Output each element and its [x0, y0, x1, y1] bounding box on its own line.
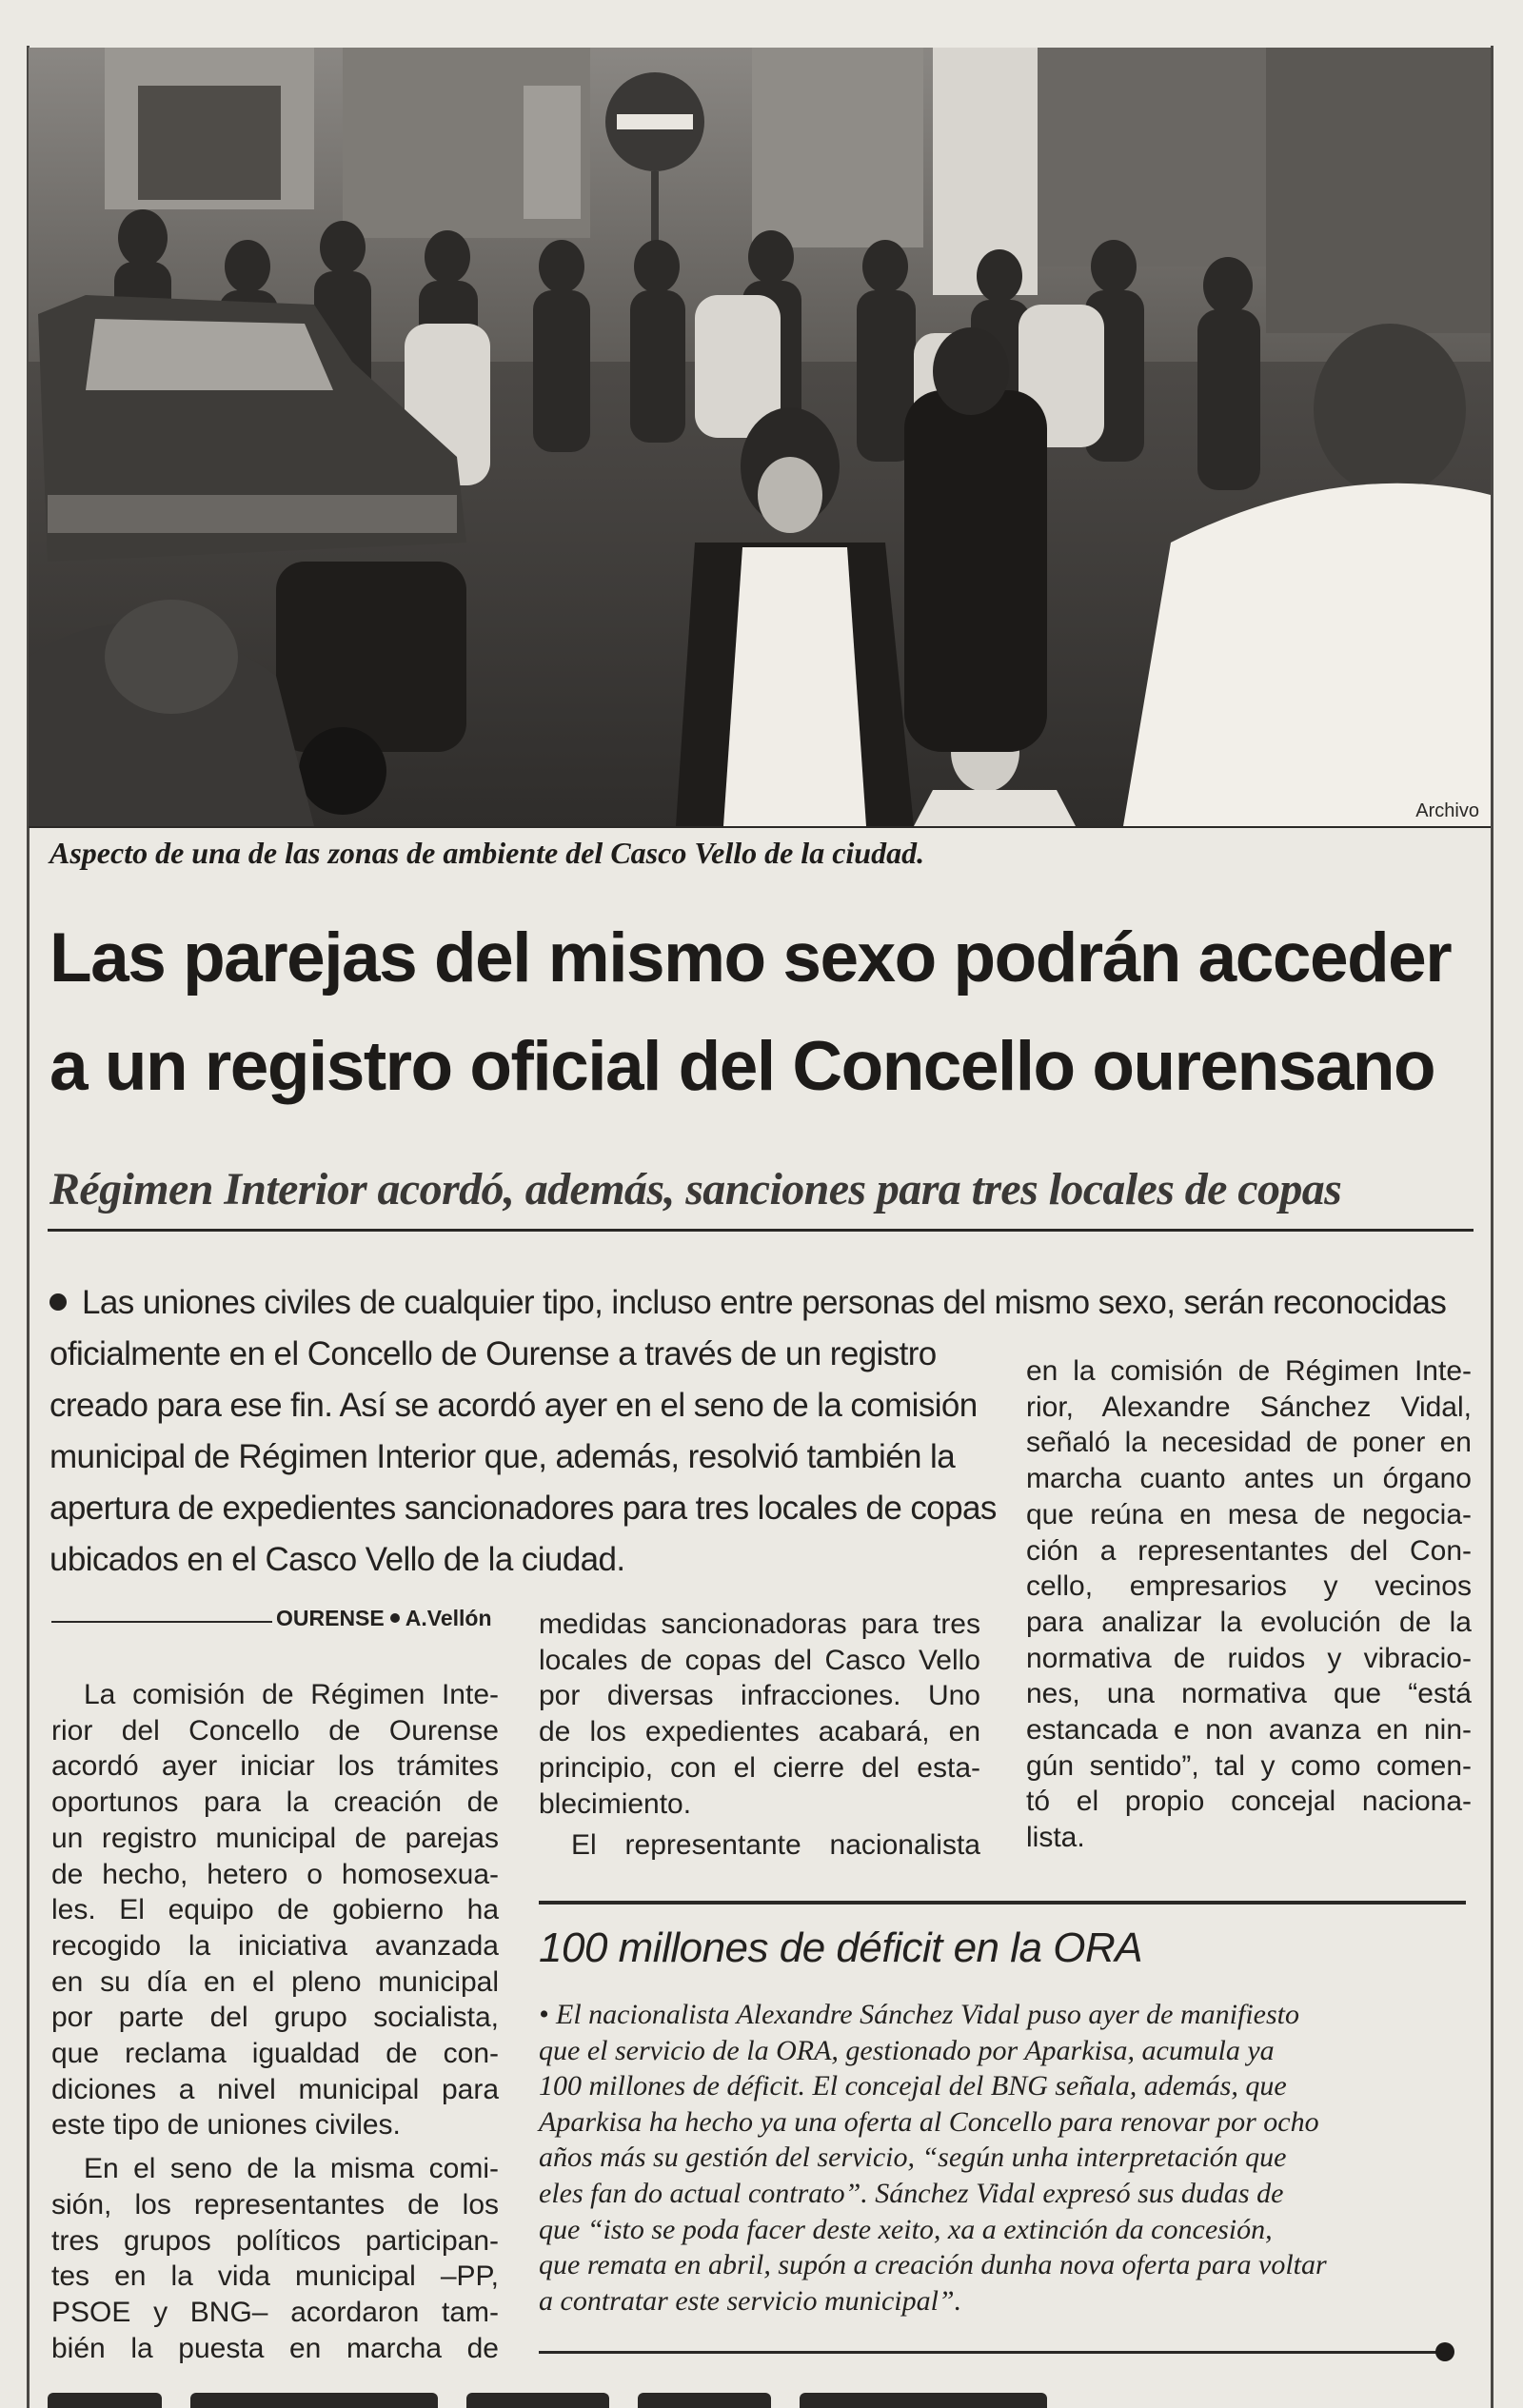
body-line: este tipo de uniones civiles.	[51, 2109, 401, 2142]
body-line: tes en la vida municipal –PP,	[51, 2260, 499, 2293]
photo-caption: Aspecto de una de las zonas de ambiente del Casco Vello de la ciudad.	[49, 836, 925, 870]
lead-line: creado para ese fin. Así se acordó ayer en el seno de la comisión	[49, 1387, 978, 1424]
body-line: El representante nacionalista	[571, 1829, 980, 1862]
photo-rule	[29, 826, 1491, 828]
sidebar-line: eles fan do actual contrato”. Sánchez Vidal expresó sus dudas de	[539, 2177, 1284, 2209]
photo-illustration	[29, 48, 1491, 826]
byline-rule	[51, 1621, 272, 1623]
article-subheadline: Régimen Interior acordó, además, sanciones para tres locales de copas	[49, 1164, 1342, 1214]
body-line: para analizar la evolución de la	[1026, 1606, 1472, 1638]
body-line: estancada e non avanza en nin-	[1026, 1714, 1472, 1747]
article-headline	[49, 904, 1487, 1121]
sidebar-line: 100 millones de déficit. El concejal del BNG señala, además, que	[539, 2070, 1287, 2102]
body-line: medidas sancionadoras para tres	[539, 1609, 980, 1640]
body-line: acordó ayer iniciar los trámites	[51, 1750, 499, 1783]
body-line: bién la puesta en marcha de	[51, 2332, 499, 2364]
sidebar-line: Aparkisa ha hecho ya una oferta al Concello para renovar por ocho	[539, 2105, 1319, 2138]
body-line: diciones a nivel municipal para	[51, 2073, 499, 2105]
body-line: La comisión de Régimen Inte-	[84, 1679, 499, 1710]
body-line: señaló la necesidad de poner en	[1026, 1427, 1472, 1459]
body-line: que reúna en mesa de negocia-	[1026, 1498, 1472, 1530]
article-column-3	[1026, 1353, 1472, 1856]
body-line: tó el propio concejal naciona-	[1026, 1786, 1472, 1818]
body-line: que reclama igualdad de con-	[51, 2038, 499, 2070]
street-crowd-photo	[29, 48, 1491, 826]
body-line: de los expedientes acabará, en	[539, 1716, 980, 1748]
body-line: normativa de ruidos y vibracio-	[1026, 1642, 1472, 1674]
body-line: lista.	[1026, 1822, 1085, 1854]
body-line: PSOE y BNG– acordaron tam-	[51, 2296, 499, 2328]
sidebar-line: • El nacionalista Alexandre Sánchez Vidal puso ayer de manifiesto	[539, 1999, 1299, 2030]
sidebar-top-rule	[539, 1901, 1466, 1905]
body-line: rior, Alexandre Sánchez Vidal,	[1026, 1391, 1472, 1423]
body-line: recogido la iniciativa avanzada	[51, 1929, 499, 1962]
body-line: por diversas infracciones. Uno	[539, 1680, 980, 1712]
body-line: cello, empresarios y vecinos	[1026, 1570, 1472, 1603]
body-line: por parte del grupo socialista,	[51, 2002, 499, 2034]
body-line: tres grupos políticos participan-	[51, 2224, 499, 2257]
body-line: en su día en el pleno municipal	[51, 1965, 499, 1998]
body-line: nes, una normativa que “está	[1026, 1678, 1472, 1710]
body-line: blecimiento.	[539, 1787, 692, 1820]
body-line: rior del Concello de Ourense	[51, 1714, 499, 1747]
sidebar-line: a contratar este servicio municipal”.	[539, 2284, 962, 2317]
lead-line: Las uniones civiles de cualquier tipo, incluso entre personas del mismo sexo, serán reconocidas	[49, 1278, 1446, 1327]
body-line: En el seno de la misma comi-	[84, 2153, 499, 2185]
body-line: locales de copas del Casco Vello	[539, 1644, 980, 1676]
sidebar-line: años más su gestión del servicio, “según unha interpretación que	[539, 2142, 1287, 2174]
page-frame-right	[1491, 46, 1493, 2408]
lead-line: apertura de expedientes sancionadores para tres locales de copas	[49, 1490, 997, 1527]
body-line: un registro municipal de parejas	[51, 1822, 499, 1854]
bullet-icon	[49, 1293, 67, 1311]
lead-line: oficialmente en el Concello de Ourense a través de un registro	[49, 1335, 937, 1372]
photo-credit: Archivo	[1415, 800, 1479, 821]
byline	[276, 1604, 492, 1632]
body-line: oportunos para la creación de	[51, 1786, 499, 1819]
bullet-icon	[390, 1613, 400, 1623]
body-line: principio, con el cierre del esta-	[539, 1751, 980, 1784]
byline-place: OURENSE	[276, 1606, 385, 1630]
subheadline-rule	[48, 1229, 1474, 1232]
sidebar-line: que “isto se poda facer deste xeito, xa a extinción da concesión,	[539, 2213, 1273, 2245]
headline-line: a un registro oficial del Concello ourensano	[49, 1028, 1435, 1105]
article-column-2	[539, 1607, 980, 1864]
end-mark-icon	[1435, 2342, 1454, 2361]
body-line: gún sentido”, tal y como comen-	[1026, 1749, 1472, 1782]
sidebar-text	[539, 1997, 1453, 2319]
body-line: les. El equipo de gobierno ha	[51, 1894, 499, 1926]
body-line: sión, los representantes de los	[51, 2188, 499, 2220]
next-headline-cutoff	[48, 2387, 1475, 2408]
lead-line: municipal de Régimen Interior que, además, resolvió también la	[49, 1438, 956, 1475]
byline-author: A.Vellón	[405, 1606, 492, 1630]
sidebar-bottom-rule	[539, 2351, 1447, 2354]
sidebar-line: que remata en abril, supón a creación dunha nova oferta para voltar	[539, 2249, 1327, 2281]
lead-line: ubicados en el Casco Vello de la ciudad.	[49, 1541, 625, 1578]
body-line: de hecho, hetero o homosexua-	[51, 1858, 499, 1890]
sidebar-title: 100 millones de déficit en la ORA	[539, 1924, 1143, 1971]
article-column-1	[51, 1677, 499, 2366]
body-line: ción a representantes del Con-	[1026, 1534, 1472, 1567]
headline-line: Las parejas del mismo sexo podrán acceder	[49, 919, 1452, 997]
sidebar-line: que el servicio de la ORA, gestionado por Aparkisa, acumula ya	[539, 2034, 1275, 2066]
body-line: en la comisión de Régimen Inte-	[1026, 1355, 1472, 1387]
body-line: marcha cuanto antes un órgano	[1026, 1463, 1472, 1495]
